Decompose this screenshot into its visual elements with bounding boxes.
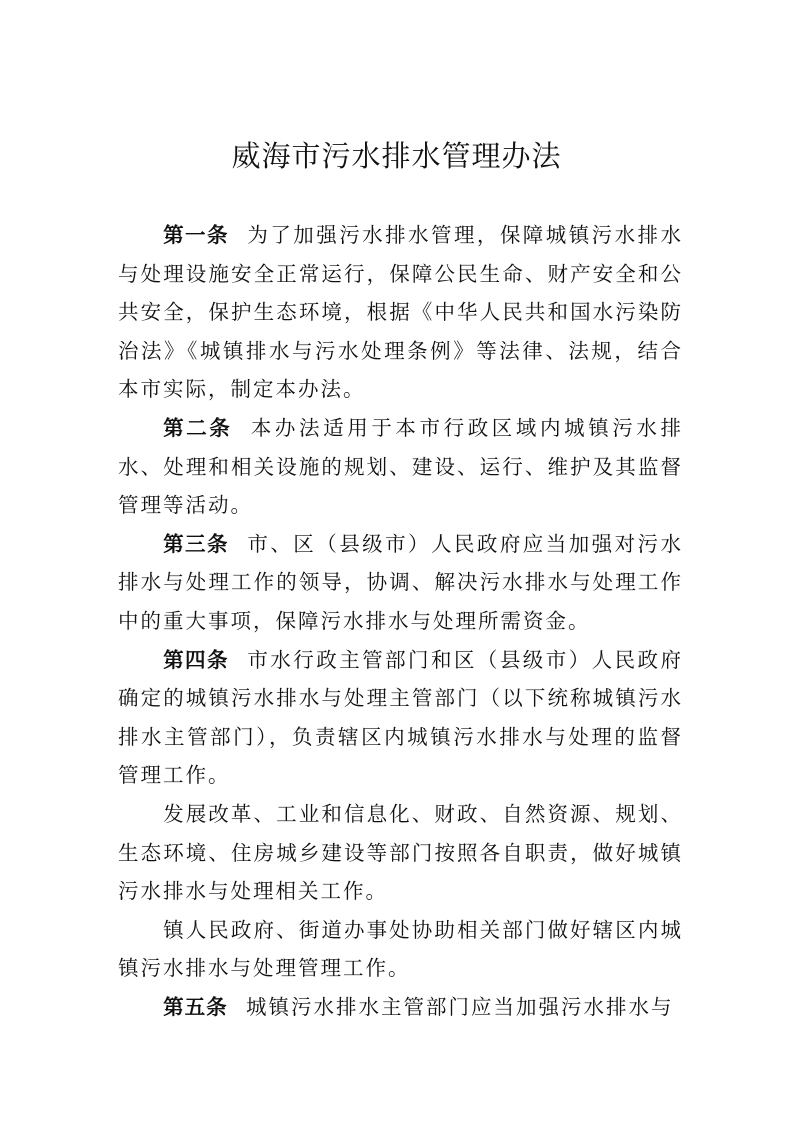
article-1-paragraph	[118, 216, 683, 409]
article-5-paragraph	[118, 988, 683, 1027]
article-1-text: 为了加强污水排水管理，保障城镇污水排水与处理设施安全正常运行，保障公民生命、财产安全和公共安全，保护生态环境，根据《中华人民共和国水污染防治法》《城镇排水与污水处理条例》等法律、法规，结合本市实际，制定本办法。	[118, 223, 684, 402]
article-2-number: 第二条	[163, 415, 233, 440]
article-4-text: 市水行政主管部门和区（县级市）人民政府确定的城镇污水排水与处理主管部门（以下统称城镇污水排水主管部门），负责辖区内城镇污水排水与处理的监督管理工作。	[118, 647, 684, 788]
article-4-clause-2-text: 发展改革、工业和信息化、财政、自然资源、规划、生态环境、住房城乡建设等部门按照各自职责，做好城镇污水排水与处理相关工作。	[118, 801, 683, 904]
article-3-paragraph	[118, 525, 683, 641]
document-body	[118, 216, 683, 1026]
article-5-number: 第五条	[163, 994, 228, 1019]
article-3-text: 市、区（县级市）人民政府应当加强对污水排水与处理工作的领导，协调、解决污水排水与处理工作中的重大事项，保障污水排水与处理所需资金。	[118, 531, 684, 633]
article-2-paragraph	[118, 409, 683, 525]
article-4-paragraph	[118, 641, 683, 795]
document-title: 威海市污水排水管理办法	[231, 139, 562, 173]
article-1-number: 第一条	[163, 223, 229, 247]
article-3-number: 第三条	[163, 531, 229, 556]
article-4-number: 第四条	[163, 647, 229, 672]
article-4-clause-3	[118, 911, 683, 988]
article-2-text: 本办法适用于本市行政区域内城镇污水排水、处理和相关设施的规划、建设、运行、维护及其监督管理等活动。	[118, 415, 684, 518]
article-4-clause-3-text: 镇人民政府、街道办事处协助相关部门做好辖区内城镇污水排水与处理管理工作。	[118, 917, 683, 981]
article-5-text: 城镇污水排水主管部门应当加强污水排水与	[246, 994, 674, 1019]
article-4-clause-2	[118, 795, 683, 911]
